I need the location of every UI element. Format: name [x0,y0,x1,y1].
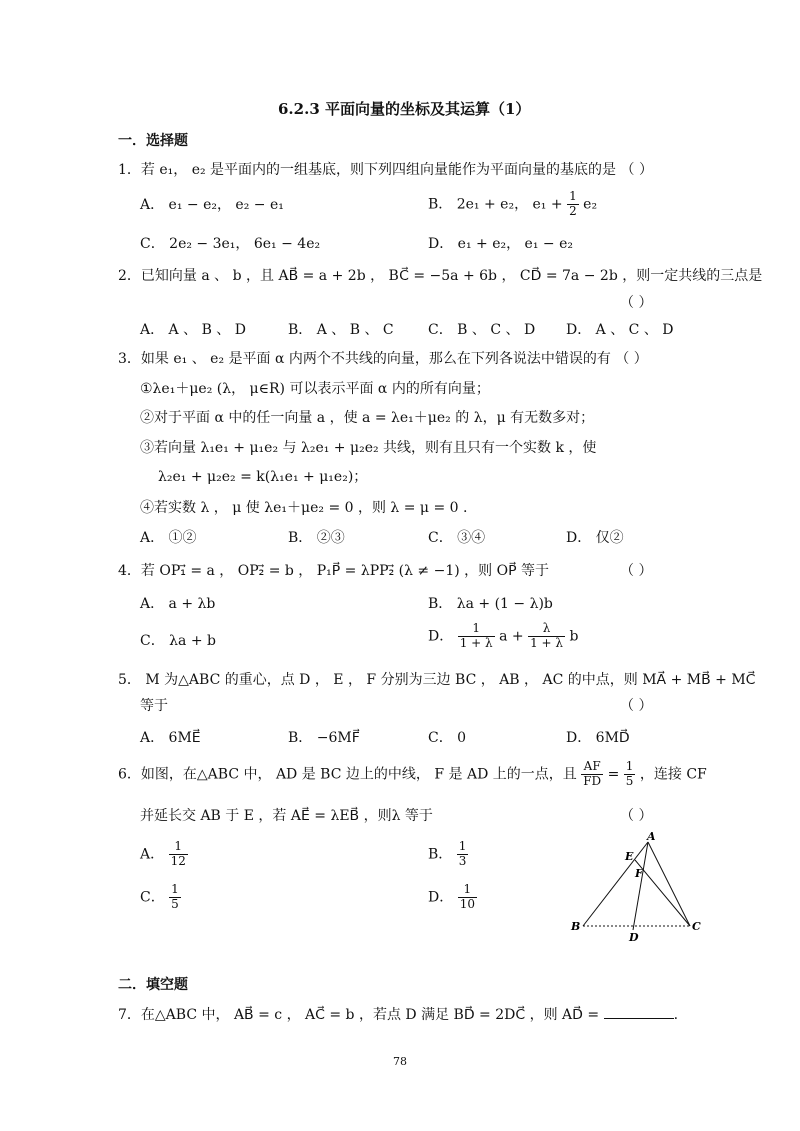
q6-triangle-figure [565,830,710,945]
q2-option-c: C． B 、 C 、 D [428,322,536,338]
label-f: F [635,867,643,880]
q3-stem: 3．如果 e₁ 、 e₂ 是平面 α 内两个不共线的向量，那么在下列各说法中错误的有 （ ） [118,351,648,367]
q2-paren: （ ） [620,295,653,311]
label-c: C [692,920,701,933]
q7-stem [118,1006,678,1024]
q3-statement-3b: λ₂e₁ + μ₂e₂ = k(λ₁e₁ + μ₁e₂)； [158,469,368,485]
q6-stem-post: ，连接 CF [639,766,707,783]
q7-stem-text: 7．在△ABC 中， AB⃗ = c ， AC⃗ = b ，若点 D 满足 BD⃗ = 2DC⃗ ，则 AD⃗ = [118,1007,600,1023]
q3-option-d: D． 仅② [566,530,624,546]
q2-option-b: B． A 、 B 、 C [288,322,394,338]
q3-statement-3a: ③若向量 λ₁e₁ + μ₁e₂ 与 λ₂e₁ + μ₂e₂ 共线，则有且只有一个实数 k ，使 [140,440,597,456]
q4-stem: 4．若 OP₁⃗ = a ， OP₂⃗ = b ， P₁P⃗ = λPP₂⃗ (λ ≠ −1) ，则 OP⃗ 等于 [118,563,549,579]
q4-option-d [428,622,578,651]
q1-stem: 1．若 e₁， e₂ 是平面内的一组基底，则下列四组向量能作为平面向量的基底的是 （ ） [118,162,653,178]
q1-option-b-pre: B． 2e₁ + e₂， e₁ + [428,196,563,213]
q5-stem-2: 等于 [140,698,168,714]
q1-option-d: D． e₁ + e₂， e₁ − e₂ [428,236,573,252]
q7-answer-blank[interactable] [604,1006,674,1019]
q5-option-a: A． 6ME⃗ [140,730,201,746]
q6-option-b: B． $\frac{1}{3}$ [428,839,467,868]
q5-paren: （ ） [620,698,653,714]
q4-option-c: C． λa + b [140,633,216,649]
q7-end: . [673,1007,679,1023]
q4-option-a: A． a + λb [140,596,216,612]
q6-option-a-frac: $\frac{1}{12}$ [170,839,186,868]
q1-option-b-post: e₂ [583,196,598,213]
q6-stem [118,760,707,789]
q4-option-d-end: b [569,628,579,645]
q1-option-b-frac: $\frac{1}{2}$ [569,189,577,218]
q3-statement-4: ④若实数 λ ， μ 使 λe₁＋μe₂ = 0 ，则 λ = μ = 0 . [140,500,468,516]
segment-ab [583,842,648,926]
q3-statement-2: ②对于平面 α 中的任一向量 a ，使 a = λe₁＋μe₂ 的 λ，μ 有无数多对； [140,410,595,426]
q1-option-c: C． 2e₂ − 3e₁， 6e₁ − 4e₂ [140,236,321,252]
q3-option-c: C． ③④ [428,530,486,546]
q6-paren: （ ） [620,808,653,824]
q6-eq: = [607,766,620,783]
q2-stem: 2．已知向量 a 、 b ，且 AB⃗ = a + 2b ， BC⃗ = −5a + 6b ， CD⃗ = 7a − 2b ，则一定共线的三点是 [118,268,763,284]
page-title: 6.2.3 平面向量的坐标及其运算（1） [278,100,531,118]
label-d: D [629,931,639,944]
q5-option-d: D． 6MD⃗ [566,730,630,746]
q3-option-a: A． ①② [140,530,197,546]
q1-option-a: A． e₁ − e₂， e₂ − e₁ [140,197,284,213]
q6-stem-pre: 6．如图，在△ABC 中， AD 是 BC 边上的中线， F 是 AD 上的一点，且 [118,766,577,783]
q6-option-c: C． $\frac{1}{5}$ [140,882,179,911]
label-b: B [571,920,581,933]
q5-option-c: C． 0 [428,730,467,746]
q6-option-b-frac: $\frac{1}{3}$ [458,839,467,868]
q6-option-a: A． $\frac{1}{12}$ [140,839,186,868]
label-a: A [647,830,656,843]
q6-stem-2: 并延长交 AB 于 E ，若 AE⃗ = λEB⃗ ，则λ 等于 [140,808,433,824]
q2-option-d: D． A 、 C 、 D [566,322,674,338]
q6-option-d: D． $\frac{1}{10}$ [428,882,475,911]
q6-option-d-frac: $\frac{1}{10}$ [459,882,475,911]
q4-option-d-label: D． [428,628,454,645]
q1-option-b [428,190,597,219]
q4-paren: （ ） [620,563,653,579]
q2-option-a: A． A 、 B 、 D [140,322,246,338]
section-choice: 一．选择题 [118,133,188,149]
q5-option-b: B． −6MF⃗ [288,730,360,746]
segment-ac [648,842,690,926]
q6-ratio-frac: $\frac{AF}{FD}$ [583,759,602,788]
page-number: 78 [393,1055,407,1068]
q6-option-c-frac: $\frac{1}{5}$ [171,882,179,911]
q4-option-b: B． λa + (1 − λ)b [428,596,553,612]
q6-ratio-value: $\frac{1}{5}$ [625,759,634,788]
q3-statement-1: ①λe₁＋μe₂ (λ， μ∈R) 可以表示平面 α 内的所有向量； [140,381,490,397]
q4-option-d-frac1: $\frac{1}{1 + \lambda}$ [459,621,493,650]
q4-option-d-frac2: $\frac{\lambda}{1 + \lambda}$ [530,621,563,650]
segment-ad [633,842,648,930]
section-fill: 二．填空题 [118,977,188,993]
q3-option-b: B． ②③ [288,530,345,546]
q4-option-d-mid: a + [499,628,524,645]
q5-stem: 5． M 为△ABC 的重心，点 D ， E ， F 分别为三边 BC ， AB ， AC 的中点，则 MA⃗ + MB⃗ + MC⃗ [118,672,756,688]
label-e: E [625,850,634,863]
